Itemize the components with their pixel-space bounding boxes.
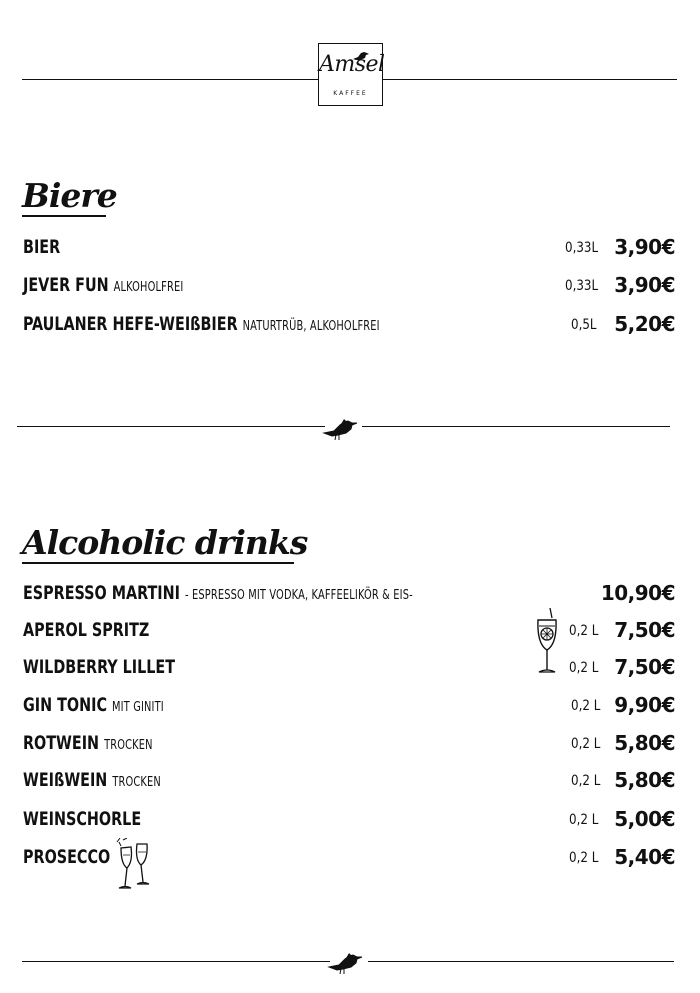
spritz-glass-icon <box>532 606 562 678</box>
item-size: 0,33L <box>565 278 599 294</box>
item-price: 5,40€ <box>614 845 675 869</box>
item-name: WEINSCHORLE <box>23 808 142 830</box>
item-name: JEVER FUN <box>23 274 109 296</box>
divider-rule-left <box>17 426 325 427</box>
bird-icon <box>327 947 371 975</box>
item-name: GIN TONIC <box>23 694 108 716</box>
header-rule-right <box>383 79 677 80</box>
item-name: ROTWEIN <box>23 732 100 754</box>
item-description: NATURTRÜB, ALKOHOLFREI <box>242 319 380 334</box>
item-name: BIER <box>23 236 61 258</box>
item-description: TROCKEN <box>112 775 161 790</box>
menu-item <box>23 769 675 797</box>
item-name: PAULANER HEFE-WEIßBIER <box>23 313 238 335</box>
logo-subtitle: KAFFEE <box>333 90 368 97</box>
section-title-alcoholic-drinks: Alcoholic drinks <box>22 523 308 562</box>
item-size: 0,2 L <box>569 623 599 639</box>
item-name: WEIßWEIN <box>23 769 108 791</box>
section-underline-alcoholic-drinks <box>22 562 294 564</box>
logo <box>318 43 383 106</box>
item-size: 0,2 L <box>571 736 601 752</box>
menu-item <box>23 582 675 610</box>
item-price: 5,80€ <box>614 768 675 792</box>
item-name: WILDBERRY LILLET <box>23 656 176 678</box>
item-price: 7,50€ <box>614 655 675 679</box>
item-price: 10,90€ <box>600 581 675 605</box>
item-price: 5,00€ <box>614 807 675 831</box>
section-title-biere: Biere <box>22 176 117 215</box>
menu-item <box>23 694 675 722</box>
item-size: 0,2 L <box>569 660 599 676</box>
footer-rule-right <box>368 961 674 962</box>
item-size: 0,33L <box>565 240 599 256</box>
item-description: TROCKEN <box>104 738 153 753</box>
item-name: APEROL SPRITZ <box>23 619 150 641</box>
logo-wordmark: Amsel <box>319 52 385 77</box>
item-price: 5,80€ <box>614 731 675 755</box>
item-price: 3,90€ <box>614 235 675 259</box>
menu-item <box>23 236 675 264</box>
item-size: 0,5L <box>571 317 597 333</box>
champagne-glasses-icon <box>115 838 157 896</box>
menu-item <box>23 619 675 647</box>
item-description: ALKOHOLFREI <box>113 280 184 295</box>
section-underline-biere <box>22 215 106 217</box>
item-size: 0,2 L <box>569 812 599 828</box>
menu-item <box>23 313 675 341</box>
menu-item <box>23 732 675 760</box>
item-description: MIT GINITI <box>112 700 164 715</box>
item-price: 7,50€ <box>614 618 675 642</box>
item-name: PROSECCO <box>23 846 111 868</box>
menu-item <box>23 808 675 836</box>
bird-icon <box>322 413 366 441</box>
menu-item <box>23 274 675 302</box>
footer-rule-left <box>22 961 330 962</box>
item-price: 5,20€ <box>614 312 675 336</box>
item-size: 0,2 L <box>571 698 601 714</box>
item-price: 9,90€ <box>614 693 675 717</box>
item-price: 3,90€ <box>614 273 675 297</box>
item-size: 0,2 L <box>569 850 599 866</box>
item-name: ESPRESSO MARTINI <box>23 582 180 604</box>
item-description: - ESPRESSO MIT VODKA, KAFFEELIKÖR & EIS- <box>184 588 413 603</box>
item-size: 0,2 L <box>571 773 601 789</box>
divider-rule-right <box>362 426 670 427</box>
header-rule-left <box>22 79 318 80</box>
menu-item <box>23 656 675 684</box>
